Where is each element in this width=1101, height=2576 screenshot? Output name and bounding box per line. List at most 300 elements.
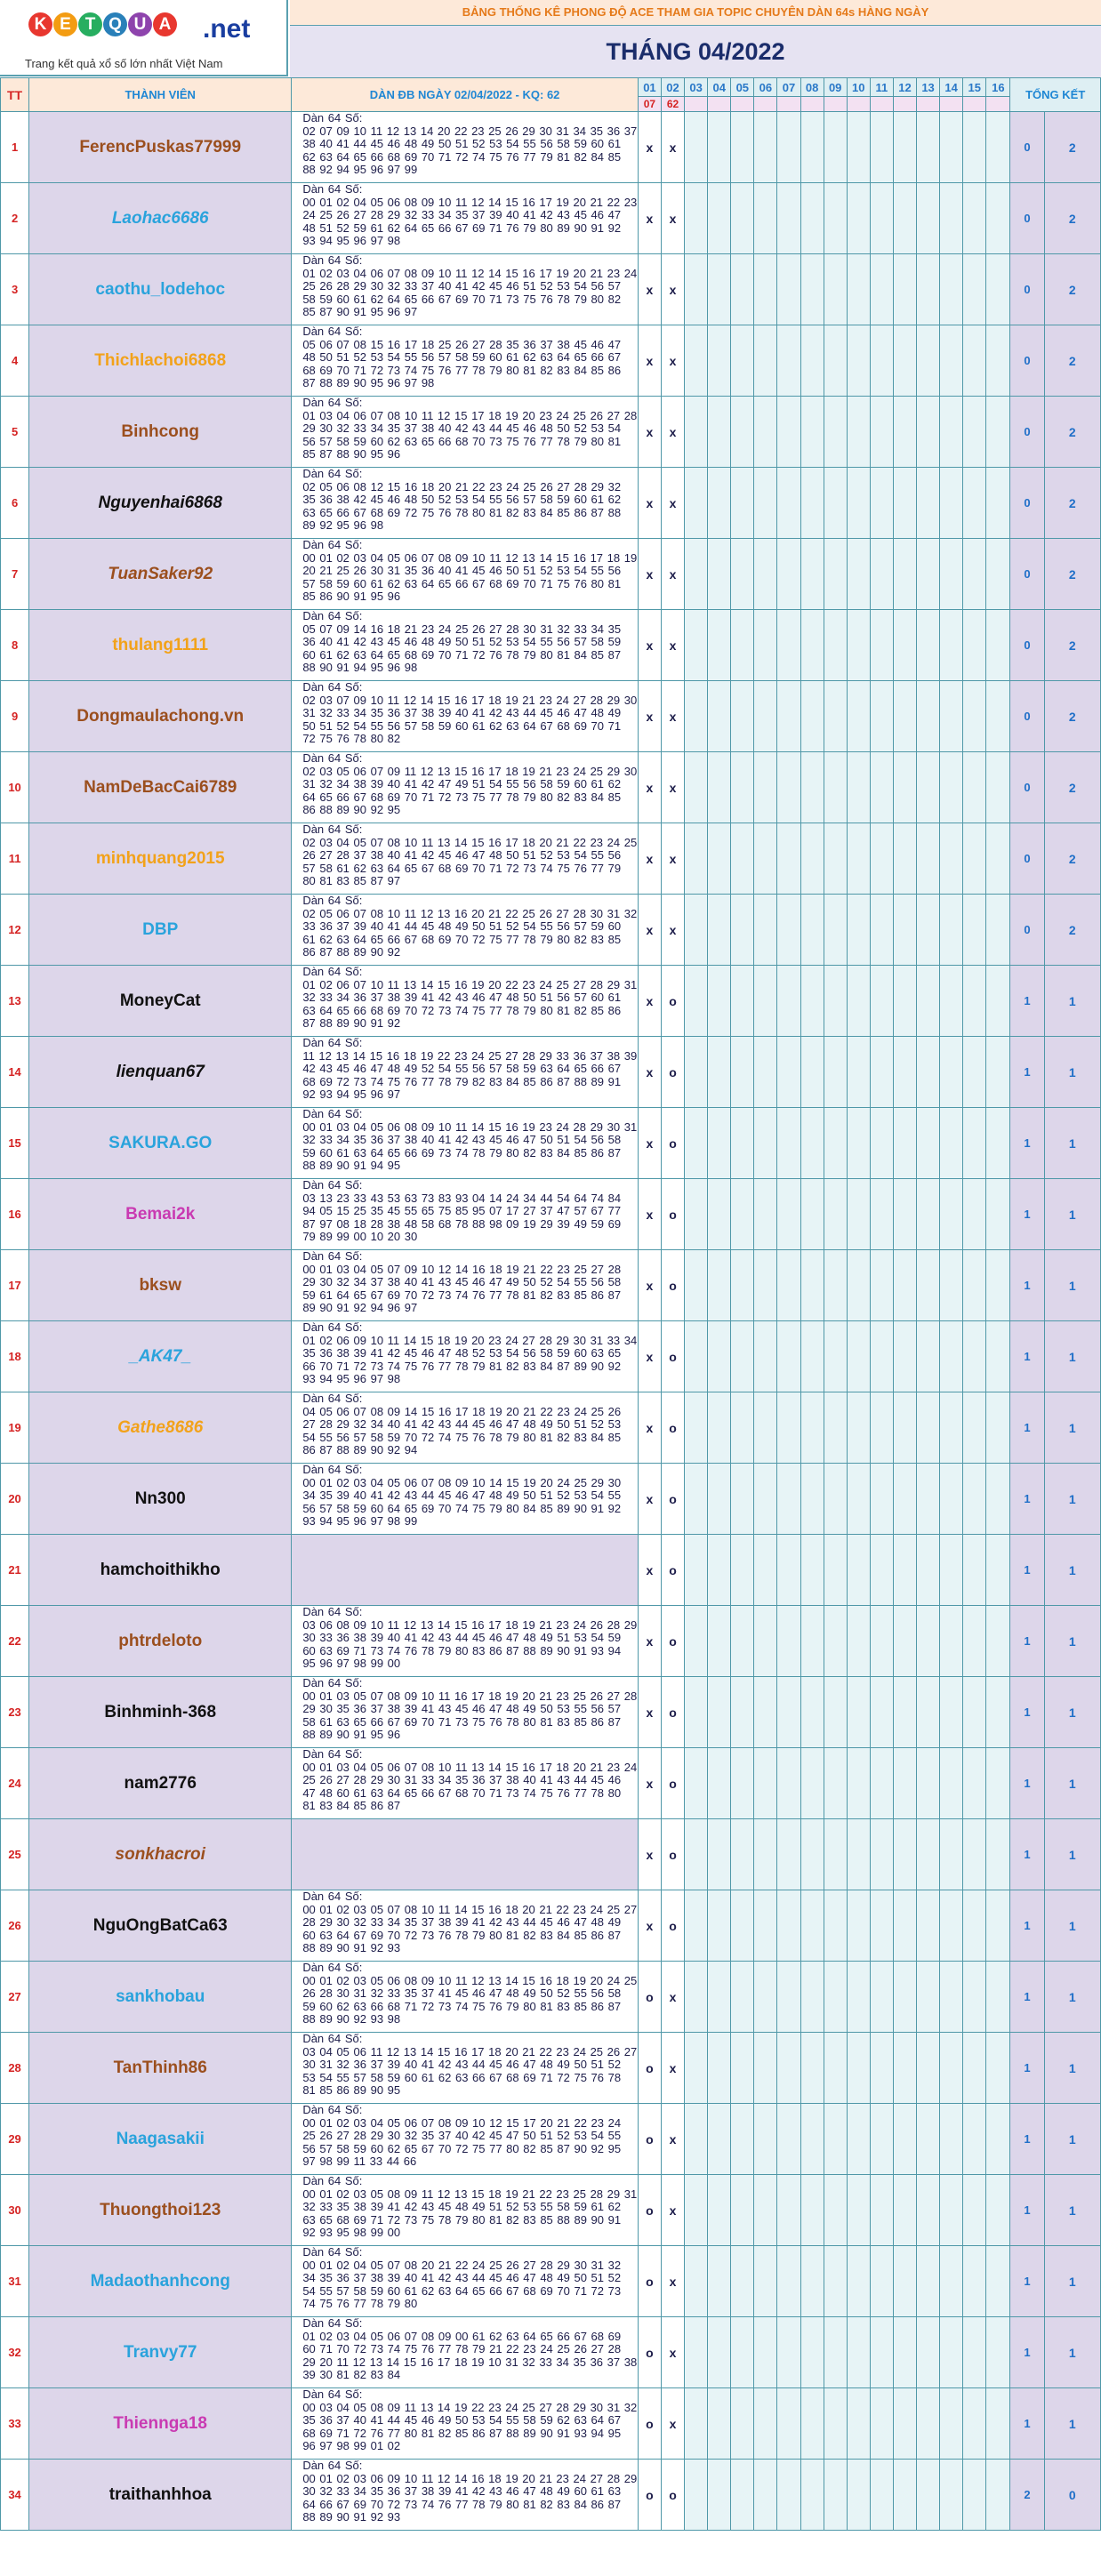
- day-cell-empty: [893, 112, 916, 183]
- total-miss: 1: [1044, 1321, 1100, 1392]
- total-miss: 1: [1044, 2246, 1100, 2317]
- day-cell-empty: [824, 1108, 847, 1179]
- day-cell-empty: [708, 895, 731, 966]
- member-name[interactable]: nam2776: [29, 1748, 292, 1819]
- total-hit: 1: [1010, 966, 1044, 1037]
- day-cell-empty: [870, 610, 893, 681]
- day-mark: x: [638, 752, 661, 823]
- total-hit: 1: [1010, 1108, 1044, 1179]
- day-cell-empty: [731, 2246, 754, 2317]
- day-cell-empty: [986, 2104, 1010, 2175]
- day-cell-empty: [917, 1819, 940, 1890]
- day-header: 03: [685, 78, 708, 97]
- day-cell-empty: [708, 112, 731, 183]
- day-cell-empty: [708, 1037, 731, 1108]
- total-hit: 0: [1010, 681, 1044, 752]
- day-mark: x: [638, 1179, 661, 1250]
- number-list: Dàn 64 Số: 02 07 09 10 11 12 13 14 20 22 23 25 26 29 30 31 34 35 36 37 38 40 41 44 45 46 48 49 50 51 52 53 54 55 56 58 59 60 61 62 63 64 65 66 68 69 70 71 72 74 75 76 77 79 81 82 84 85 88 92 94 95 96 97 99: [292, 112, 639, 183]
- day-mark: x: [661, 681, 684, 752]
- day-cell-empty: [824, 254, 847, 325]
- row-index: 14: [1, 1037, 29, 1108]
- day-cell-empty: [893, 2317, 916, 2388]
- day-cell-empty: [800, 1962, 824, 2033]
- day-mark: x: [638, 1819, 661, 1890]
- month-title: THÁNG 04/2022: [290, 26, 1101, 77]
- day-cell-empty: [731, 895, 754, 966]
- day-cell-empty: [731, 325, 754, 397]
- number-list: Dàn 64 Số: 00 01 02 03 05 08 09 11 12 13 15 18 19 21 22 23 25 28 29 31 32 33 35 38 39 41 42 43 45 48 49 51 52 53 55 58 59 61 62 63 65 68 69 71 72 73 75 78 79 80 81 82 83 85 88 89 90 91 92 93 95 98 99 00: [292, 2175, 639, 2246]
- day-cell-empty: [870, 112, 893, 183]
- day-cell-empty: [963, 681, 986, 752]
- day-cell-empty: [940, 2460, 963, 2531]
- day-cell-empty: [824, 1819, 847, 1890]
- day-cell-empty: [917, 325, 940, 397]
- total-hit: 1: [1010, 2104, 1044, 2175]
- member-name[interactable]: SAKURA.GO: [29, 1108, 292, 1179]
- day-cell-empty: [824, 2033, 847, 2104]
- day-mark: o: [638, 2246, 661, 2317]
- day-cell-empty: [963, 895, 986, 966]
- day-cell-empty: [847, 1677, 870, 1748]
- total-miss: 2: [1044, 397, 1100, 468]
- member-name[interactable]: Dongmaulachong.vn: [29, 681, 292, 752]
- member-name[interactable]: minhquang2015: [29, 823, 292, 895]
- member-name[interactable]: thulang1111: [29, 610, 292, 681]
- day-cell-empty: [917, 1250, 940, 1321]
- day-cell-empty: [708, 2104, 731, 2175]
- member-name[interactable]: caothu_lodehoc: [29, 254, 292, 325]
- day-result: 07: [638, 97, 661, 112]
- member-name[interactable]: Binhcong: [29, 397, 292, 468]
- day-cell-empty: [800, 325, 824, 397]
- logo-domain: .net: [203, 14, 251, 44]
- number-list: Dàn 64 Số: 00 01 02 03 05 07 08 10 11 14 15 16 18 20 21 22 23 24 25 27 28 29 30 32 33 34 35 37 38 39 41 42 43 44 45 46 47 48 49 60 63 64 67 69 70 72 73 76 78 79 80 81 82 83 84 85 86 87 88 89 90 91 92 93: [292, 1890, 639, 1962]
- day-cell-empty: [754, 1819, 777, 1890]
- day-mark: x: [661, 468, 684, 539]
- day-cell-empty: [893, 1037, 916, 1108]
- day-cell-empty: [800, 895, 824, 966]
- day-mark: x: [661, 2246, 684, 2317]
- day-cell-empty: [800, 823, 824, 895]
- member-name[interactable]: Naagasakii: [29, 2104, 292, 2175]
- day-cell-empty: [685, 2460, 708, 2531]
- day-cell-empty: [731, 1606, 754, 1677]
- day-cell-empty: [800, 2033, 824, 2104]
- table-row: [1, 397, 1101, 468]
- row-index: 32: [1, 2317, 29, 2388]
- day-cell-empty: [777, 1606, 800, 1677]
- day-mark: x: [661, 254, 684, 325]
- table-row: [1, 1179, 1101, 1250]
- day-cell-empty: [731, 1535, 754, 1606]
- total-miss: 2: [1044, 468, 1100, 539]
- member-name[interactable]: sankhobau: [29, 1962, 292, 2033]
- day-cell-empty: [708, 1962, 731, 2033]
- member-name[interactable]: _AK47_: [29, 1321, 292, 1392]
- total-miss: 1: [1044, 1250, 1100, 1321]
- day-cell-empty: [940, 1179, 963, 1250]
- day-cell-empty: [870, 2033, 893, 2104]
- day-cell-empty: [847, 1250, 870, 1321]
- day-mark: o: [661, 1890, 684, 1962]
- member-name[interactable]: TanThinh86: [29, 2033, 292, 2104]
- table-row: [1, 1535, 1101, 1606]
- number-list: Dàn 64 Số: 02 03 07 09 10 11 12 14 15 16 17 18 19 21 23 24 27 28 29 30 31 32 33 34 35 36 37 38 39 40 41 42 43 44 45 46 47 48 49 50 51 52 54 55 56 57 58 59 60 61 62 63 64 67 68 69 70 71 72 75 76 78 80 82: [292, 681, 639, 752]
- total-miss: 1: [1044, 1606, 1100, 1677]
- number-list: Dàn 64 Số: 00 01 03 04 05 06 07 08 10 11 13 14 15 16 17 18 20 21 23 24 25 26 27 28 29 30 31 33 34 35 36 37 38 40 41 43 44 45 46 47 48 60 61 63 64 65 66 67 68 70 71 73 74 75 76 77 78 80 81 83 84 85 86 87: [292, 1748, 639, 1819]
- row-index: 1: [1, 112, 29, 183]
- day-cell-empty: [893, 539, 916, 610]
- day-cell-empty: [963, 2460, 986, 2531]
- day-mark: x: [638, 1890, 661, 1962]
- day-cell-empty: [708, 1179, 731, 1250]
- day-cell-empty: [917, 2033, 940, 2104]
- day-cell-empty: [731, 1677, 754, 1748]
- day-mark: x: [638, 325, 661, 397]
- member-name[interactable]: Tranvy77: [29, 2317, 292, 2388]
- day-cell-empty: [986, 2460, 1010, 2531]
- logo-letter: E: [53, 12, 77, 36]
- member-name[interactable]: hamchoithikho: [29, 1535, 292, 1606]
- day-cell-empty: [917, 1179, 940, 1250]
- number-list: Dàn 64 Số: 02 03 04 05 07 08 10 11 13 14 15 16 17 18 20 21 22 23 24 25 26 27 28 37 38 40 41 42 45 46 47 48 50 51 52 53 54 55 56 57 58 61 62 63 64 65 67 68 69 70 71 72 73 74 75 76 77 79 80 81 83 85 87 97: [292, 823, 639, 895]
- number-list: Dàn 64 Số: 00 01 03 04 05 07 09 10 12 14 16 18 19 21 22 23 25 27 28 29 30 32 34 37 38 40 41 43 45 46 47 49 50 52 54 55 56 58 59 61 64 65 67 69 70 72 73 74 76 77 78 81 82 83 85 86 87 89 90 91 92 94 96 97: [292, 1250, 639, 1321]
- day-mark: x: [661, 1962, 684, 2033]
- day-cell-empty: [824, 1392, 847, 1464]
- day-cell-empty: [685, 2246, 708, 2317]
- day-cell-empty: [800, 1535, 824, 1606]
- day-mark: x: [661, 2104, 684, 2175]
- day-cell-empty: [777, 752, 800, 823]
- day-cell-empty: [986, 254, 1010, 325]
- day-cell-empty: [917, 1108, 940, 1179]
- day-cell-empty: [847, 1037, 870, 1108]
- day-cell-empty: [754, 610, 777, 681]
- day-cell-empty: [963, 112, 986, 183]
- day-cell-empty: [963, 752, 986, 823]
- day-cell-empty: [870, 183, 893, 254]
- member-name[interactable]: Laohac6686: [29, 183, 292, 254]
- day-cell-empty: [893, 2246, 916, 2317]
- day-cell-empty: [847, 2104, 870, 2175]
- table-row: [1, 2317, 1101, 2388]
- day-cell-empty: [754, 1108, 777, 1179]
- day-cell-empty: [986, 2246, 1010, 2317]
- day-mark: x: [661, 183, 684, 254]
- day-cell-empty: [917, 1748, 940, 1819]
- day-mark: o: [661, 1464, 684, 1535]
- day-cell-empty: [708, 2388, 731, 2460]
- member-name[interactable]: phtrdeloto: [29, 1606, 292, 1677]
- day-cell-empty: [940, 2104, 963, 2175]
- total-hit: 1: [1010, 2317, 1044, 2388]
- day-cell-empty: [963, 1535, 986, 1606]
- day-cell-empty: [708, 1606, 731, 1677]
- table-row: [1, 1890, 1101, 1962]
- day-cell-empty: [800, 397, 824, 468]
- day-cell-empty: [986, 539, 1010, 610]
- day-mark: x: [661, 823, 684, 895]
- day-cell-empty: [731, 1819, 754, 1890]
- member-name[interactable]: Madaothanhcong: [29, 2246, 292, 2317]
- total-hit: 0: [1010, 539, 1044, 610]
- total-miss: 2: [1044, 610, 1100, 681]
- day-cell-empty: [824, 2104, 847, 2175]
- day-cell-empty: [754, 1464, 777, 1535]
- day-cell-empty: [777, 1819, 800, 1890]
- day-cell-empty: [940, 1962, 963, 2033]
- member-name[interactable]: Nn300: [29, 1464, 292, 1535]
- day-cell-empty: [870, 254, 893, 325]
- day-cell-empty: [754, 539, 777, 610]
- day-cell-empty: [800, 2104, 824, 2175]
- day-cell-empty: [893, 966, 916, 1037]
- member-name[interactable]: FerencPuskas77999: [29, 112, 292, 183]
- table-row: [1, 895, 1101, 966]
- day-cell-empty: [685, 610, 708, 681]
- table-row: [1, 2175, 1101, 2246]
- member-name[interactable]: NamDeBacCai6789: [29, 752, 292, 823]
- day-result: [870, 97, 893, 112]
- day-cell-empty: [685, 2033, 708, 2104]
- day-cell-empty: [963, 2104, 986, 2175]
- day-cell-empty: [708, 2460, 731, 2531]
- member-name[interactable]: Thichlachoi6868: [29, 325, 292, 397]
- day-mark: o: [661, 1392, 684, 1464]
- day-result: [986, 97, 1010, 112]
- number-list: [292, 1819, 639, 1890]
- day-cell-empty: [893, 1250, 916, 1321]
- day-cell-empty: [731, 2460, 754, 2531]
- day-cell-empty: [986, 2388, 1010, 2460]
- day-cell-empty: [870, 752, 893, 823]
- day-cell-empty: [754, 112, 777, 183]
- day-cell-empty: [940, 2033, 963, 2104]
- day-cell-empty: [940, 966, 963, 1037]
- row-index: 12: [1, 895, 29, 966]
- member-name[interactable]: Thiennga18: [29, 2388, 292, 2460]
- day-cell-empty: [731, 610, 754, 681]
- day-cell-empty: [685, 966, 708, 1037]
- member-name[interactable]: MoneyCat: [29, 966, 292, 1037]
- day-mark: o: [661, 1606, 684, 1677]
- day-cell-empty: [917, 1677, 940, 1748]
- member-name[interactable]: bksw: [29, 1250, 292, 1321]
- number-list: Dàn 64 Số: 00 01 02 04 05 06 08 09 10 11 12 14 15 16 17 19 20 21 22 23 24 25 26 27 28 29 32 33 34 35 37 39 40 41 42 43 45 46 47 48 51 52 59 61 62 64 65 66 67 69 71 76 79 80 89 90 91 92 93 94 95 96 97 98: [292, 183, 639, 254]
- row-index: 24: [1, 1748, 29, 1819]
- banner-title: BẢNG THỐNG KÊ PHONG ĐỘ ACE THAM GIA TOPIC CHUYÊN DÀN 64s HÀNG NGÀY: [290, 0, 1101, 26]
- row-index: 21: [1, 1535, 29, 1606]
- day-cell-empty: [870, 1179, 893, 1250]
- day-cell-empty: [708, 1890, 731, 1962]
- day-cell-empty: [940, 397, 963, 468]
- total-hit: 2: [1010, 2460, 1044, 2531]
- number-list: Dàn 64 Số: 01 02 06 09 10 11 14 15 18 19 20 23 24 27 28 29 30 31 33 34 35 36 38 39 41 42 45 46 47 48 52 53 54 56 58 59 60 63 65 66 70 71 72 73 74 75 76 77 78 79 81 82 83 84 87 89 90 92 93 94 95 96 97 98: [292, 1321, 639, 1392]
- row-index: 7: [1, 539, 29, 610]
- day-cell-empty: [731, 1392, 754, 1464]
- total-hit: 1: [1010, 2246, 1044, 2317]
- total-hit: 1: [1010, 1250, 1044, 1321]
- day-cell-empty: [940, 1392, 963, 1464]
- day-cell-empty: [824, 1748, 847, 1819]
- table-row: [1, 1962, 1101, 2033]
- day-cell-empty: [940, 1606, 963, 1677]
- member-name[interactable]: DBP: [29, 895, 292, 966]
- day-cell-empty: [917, 2175, 940, 2246]
- total-hit: 1: [1010, 1606, 1044, 1677]
- day-cell-empty: [893, 2104, 916, 2175]
- total-hit: 1: [1010, 1677, 1044, 1748]
- day-cell-empty: [917, 1535, 940, 1606]
- day-cell-empty: [986, 1250, 1010, 1321]
- member-name[interactable]: Gathe8686: [29, 1392, 292, 1464]
- day-mark: x: [661, 895, 684, 966]
- day-cell-empty: [963, 610, 986, 681]
- day-cell-empty: [754, 1890, 777, 1962]
- day-cell-empty: [963, 823, 986, 895]
- ketqua-logo[interactable]: [0, 0, 288, 76]
- day-cell-empty: [754, 681, 777, 752]
- member-name[interactable]: sonkhacroi: [29, 1819, 292, 1890]
- day-cell-empty: [731, 1464, 754, 1535]
- day-header: 08: [800, 78, 824, 97]
- day-cell-empty: [940, 112, 963, 183]
- table-row: [1, 752, 1101, 823]
- day-cell-empty: [847, 2317, 870, 2388]
- day-cell-empty: [685, 752, 708, 823]
- day-header: 05: [731, 78, 754, 97]
- day-cell-empty: [824, 1250, 847, 1321]
- day-result: [800, 97, 824, 112]
- day-cell-empty: [824, 1321, 847, 1392]
- day-mark: o: [638, 2033, 661, 2104]
- day-cell-empty: [824, 1890, 847, 1962]
- row-index: 34: [1, 2460, 29, 2531]
- table-row: [1, 823, 1101, 895]
- day-cell-empty: [824, 325, 847, 397]
- day-cell-empty: [847, 1535, 870, 1606]
- day-cell-empty: [917, 183, 940, 254]
- day-cell-empty: [963, 254, 986, 325]
- day-mark: x: [661, 112, 684, 183]
- day-cell-empty: [777, 1108, 800, 1179]
- number-list: [292, 1535, 639, 1606]
- day-mark: o: [661, 966, 684, 1037]
- day-cell-empty: [847, 539, 870, 610]
- day-cell-empty: [986, 1392, 1010, 1464]
- day-cell-empty: [963, 1392, 986, 1464]
- day-cell-empty: [870, 539, 893, 610]
- day-cell-empty: [685, 823, 708, 895]
- day-cell-empty: [847, 1321, 870, 1392]
- member-name[interactable]: Nguyenhai6868: [29, 468, 292, 539]
- member-name[interactable]: lienquan67: [29, 1037, 292, 1108]
- day-cell-empty: [940, 468, 963, 539]
- day-cell-empty: [847, 1108, 870, 1179]
- day-cell-empty: [917, 1890, 940, 1962]
- number-list: Dàn 64 Số: 01 02 03 04 05 06 07 08 09 00 61 62 63 64 65 66 67 68 69 60 71 70 72 73 74 75 76 77 78 79 21 22 23 24 25 26 27 28 29 20 11 12 13 14 15 16 17 18 19 10 31 32 33 34 35 36 37 38 39 30 81 82 83 84: [292, 2317, 639, 2388]
- day-mark: x: [638, 1606, 661, 1677]
- day-cell-empty: [940, 823, 963, 895]
- day-cell-empty: [754, 2246, 777, 2317]
- day-cell-empty: [777, 1037, 800, 1108]
- number-list: Dàn 64 Số: 00 01 03 04 05 06 08 09 10 11 14 15 16 19 23 24 28 29 30 31 32 33 34 35 36 37 38 40 41 42 43 45 46 47 50 51 54 56 58 59 60 61 63 64 65 66 69 73 74 78 79 80 82 83 84 85 86 87 88 89 90 91 94 95: [292, 1108, 639, 1179]
- day-cell-empty: [986, 325, 1010, 397]
- member-name[interactable]: traithanhhoa: [29, 2460, 292, 2531]
- day-cell-empty: [824, 895, 847, 966]
- day-cell-empty: [963, 1250, 986, 1321]
- day-mark: x: [638, 966, 661, 1037]
- number-list: Dàn 64 Số: 00 03 04 05 08 09 11 13 14 19 22 23 24 25 27 28 29 30 31 32 35 36 37 40 41 44 45 46 49 50 53 54 55 58 59 62 63 64 67 68 69 71 72 76 77 80 81 82 85 86 87 88 89 90 91 93 94 95 96 97 98 99 01 02: [292, 2388, 639, 2460]
- day-mark: x: [661, 752, 684, 823]
- day-cell-empty: [824, 468, 847, 539]
- day-mark: o: [661, 1321, 684, 1392]
- total-miss: 1: [1044, 966, 1100, 1037]
- day-cell-empty: [893, 254, 916, 325]
- table-row: [1, 681, 1101, 752]
- day-cell-empty: [893, 1392, 916, 1464]
- row-index: 3: [1, 254, 29, 325]
- day-cell-empty: [754, 397, 777, 468]
- day-result: [685, 97, 708, 112]
- number-list: Dàn 64 Số: 02 05 06 08 12 15 16 18 20 21 22 23 24 25 26 27 28 29 32 35 36 38 42 45 46 48 50 52 53 54 55 56 57 58 59 60 61 62 63 65 66 67 68 69 72 75 76 78 80 81 82 83 84 85 86 87 88 89 92 95 96 98: [292, 468, 639, 539]
- day-result: [777, 97, 800, 112]
- day-cell-empty: [940, 1748, 963, 1819]
- total-miss: 1: [1044, 1535, 1100, 1606]
- day-cell-empty: [824, 183, 847, 254]
- member-name[interactable]: Thuongthoi123: [29, 2175, 292, 2246]
- table-row: [1, 112, 1101, 183]
- row-index: 4: [1, 325, 29, 397]
- table-row: [1, 2388, 1101, 2460]
- day-mark: o: [661, 1819, 684, 1890]
- day-cell-empty: [940, 2317, 963, 2388]
- day-mark: x: [638, 254, 661, 325]
- member-name[interactable]: NguOngBatCa63: [29, 1890, 292, 1962]
- member-name[interactable]: Bemai2k: [29, 1179, 292, 1250]
- number-list: Dàn 64 Số: 05 06 07 08 15 16 17 18 25 26 27 28 35 36 37 38 45 46 47 48 50 51 52 53 54 55 56 57 58 59 60 61 62 63 64 65 66 67 68 69 70 71 72 73 74 75 76 77 78 79 80 81 82 83 84 85 86 87 88 89 90 95 96 97 98: [292, 325, 639, 397]
- day-mark: x: [638, 1321, 661, 1392]
- table-row: [1, 1606, 1101, 1677]
- day-cell-empty: [917, 254, 940, 325]
- member-name[interactable]: Binhminh-368: [29, 1677, 292, 1748]
- table-row: [1, 2460, 1101, 2531]
- day-mark: x: [638, 468, 661, 539]
- day-cell-empty: [824, 2317, 847, 2388]
- day-cell-empty: [986, 1464, 1010, 1535]
- day-cell-empty: [731, 1748, 754, 1819]
- col-tt-header: TT: [1, 78, 29, 112]
- day-result: [824, 97, 847, 112]
- day-cell-empty: [777, 1179, 800, 1250]
- total-hit: 1: [1010, 1464, 1044, 1535]
- day-cell-empty: [917, 1037, 940, 1108]
- day-cell-empty: [847, 1179, 870, 1250]
- day-cell-empty: [777, 1890, 800, 1962]
- day-cell-empty: [963, 1321, 986, 1392]
- day-mark: o: [661, 1037, 684, 1108]
- day-cell-empty: [917, 1321, 940, 1392]
- member-name[interactable]: TuanSaker92: [29, 539, 292, 610]
- day-mark: x: [638, 681, 661, 752]
- day-cell-empty: [800, 1108, 824, 1179]
- day-cell-empty: [708, 1464, 731, 1535]
- day-cell-empty: [963, 2388, 986, 2460]
- total-miss: 1: [1044, 2104, 1100, 2175]
- number-list: Dàn 64 Số: 03 04 05 06 11 12 13 14 15 16 17 18 20 21 22 23 24 25 26 27 30 31 32 36 37 39 40 41 42 43 44 45 46 47 48 49 50 51 52 53 54 55 57 58 59 60 61 62 63 66 67 68 69 71 72 75 76 78 81 85 86 89 90 95: [292, 2033, 639, 2104]
- day-cell-empty: [685, 1819, 708, 1890]
- day-cell-empty: [731, 1037, 754, 1108]
